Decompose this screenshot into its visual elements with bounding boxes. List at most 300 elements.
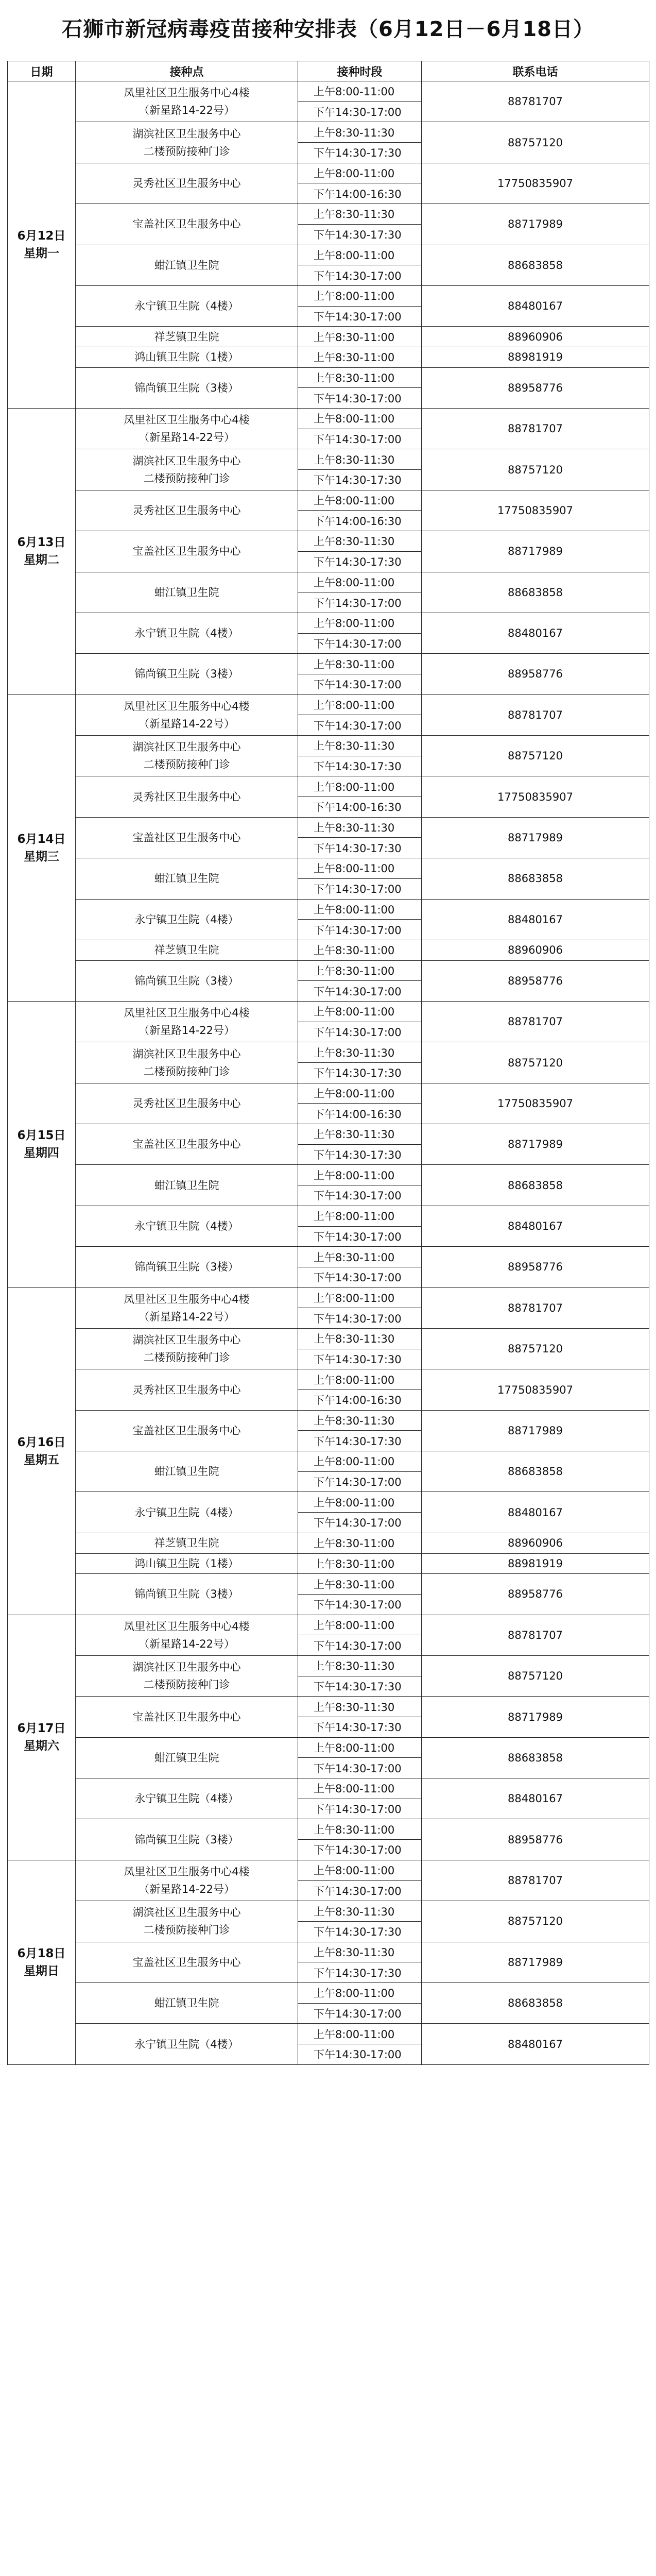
site-name-line: 二楼预防接种门诊 — [143, 1679, 230, 1691]
header-date: 日期 — [8, 61, 76, 81]
site-name-line: 锦尚镇卫生院（3楼） — [134, 1261, 239, 1274]
day-cell — [8, 1001, 76, 1287]
site-name-line: 湖滨社区卫生服务中心 — [132, 1906, 241, 1919]
header-phone: 联系电话 — [422, 61, 649, 81]
day-weekday: 星期日 — [24, 1964, 59, 1978]
site-name-line: 锦尚镇卫生院（3楼） — [134, 668, 239, 681]
table-row — [8, 1533, 649, 1553]
table-row — [8, 654, 649, 674]
site-name-line: 凤里社区卫生服务中心4楼 — [124, 1866, 250, 1878]
table-row — [8, 1492, 649, 1513]
phone-number: 88717989 — [422, 531, 649, 572]
phone-number: 88717989 — [422, 1942, 649, 1982]
time-slot: 上午8:00-11:00 — [298, 1083, 422, 1104]
time-slot: 下午14:30-17:00 — [298, 1267, 422, 1287]
time-slot: 下午14:30-17:00 — [298, 1758, 422, 1778]
day-weekday: 星期一 — [24, 247, 59, 260]
time-slot: 上午8:00-11:00 — [298, 1982, 422, 2003]
table-row — [8, 960, 649, 981]
table-row — [8, 1655, 649, 1676]
site-cell — [76, 1287, 298, 1328]
time-slot: 下午14:30-17:30 — [298, 756, 422, 776]
phone-number: 88683858 — [422, 245, 649, 285]
site-name-line: 永宁镇卫生院（4楼） — [134, 1506, 239, 1519]
phone-number: 88757120 — [422, 449, 649, 490]
time-slot: 上午8:30-11:00 — [298, 654, 422, 674]
site-name-line: （新星路14-22号） — [138, 1024, 235, 1037]
site-name-line: （新星路14-22号） — [138, 717, 235, 730]
time-slot: 上午8:00-11:00 — [298, 1369, 422, 1390]
time-slot: 上午8:00-11:00 — [298, 245, 422, 265]
day-weekday: 星期三 — [24, 850, 59, 863]
site-cell — [76, 1942, 298, 1982]
site-cell — [76, 940, 298, 960]
table-row — [8, 1369, 649, 1390]
time-slot: 上午8:00-11:00 — [298, 163, 422, 183]
site-name-line: 锦尚镇卫生院（3楼） — [134, 1833, 239, 1846]
time-slot: 上午8:00-11:00 — [298, 694, 422, 715]
phone-number: 88717989 — [422, 1124, 649, 1165]
time-slot: 下午14:30-17:30 — [298, 1349, 422, 1369]
site-cell — [76, 817, 298, 858]
time-slot: 上午8:30-11:30 — [298, 1042, 422, 1063]
site-name-line: 凤里社区卫生服务中心4楼 — [124, 1293, 250, 1306]
table-row — [8, 2024, 649, 2044]
time-slot: 上午8:00-11:00 — [298, 899, 422, 920]
time-slot: 下午14:30-17:00 — [298, 1226, 422, 1247]
site-name-line: 凤里社区卫生服务中心4楼 — [124, 1007, 250, 1020]
time-slot: 上午8:00-11:00 — [298, 1615, 422, 1635]
table-row — [8, 367, 649, 388]
time-slot: 上午8:30-11:30 — [298, 817, 422, 838]
site-name-line: 锦尚镇卫生院（3楼） — [134, 1588, 239, 1601]
phone-number: 88757120 — [422, 1655, 649, 1696]
day-weekday: 星期四 — [24, 1146, 59, 1160]
time-slot: 上午8:00-11:00 — [298, 1451, 422, 1472]
page-title: 石狮市新冠病毒疫苗接种安排表（6月12日－6月18日） — [62, 18, 594, 41]
site-cell — [76, 1001, 298, 1042]
day-cell — [8, 1615, 76, 1860]
site-cell — [76, 367, 298, 408]
time-slot: 上午8:30-11:30 — [298, 1410, 422, 1431]
table-row — [8, 163, 649, 183]
time-slot: 下午14:30-17:00 — [298, 920, 422, 940]
site-name-line: 鸿山镇卫生院（1楼） — [134, 351, 239, 364]
phone-number: 88717989 — [422, 1697, 649, 1737]
site-name-line: 祥芝镇卫生院 — [154, 330, 219, 343]
phone-number: 88480167 — [422, 899, 649, 940]
table-row — [8, 204, 649, 225]
table-row — [8, 940, 649, 960]
time-slot: 下午14:30-17:30 — [298, 1717, 422, 1738]
table-row — [8, 1942, 649, 1962]
site-name-line: 灵秀社区卫生服务中心 — [132, 177, 241, 190]
phone-number: 88717989 — [422, 204, 649, 245]
time-slot: 下午14:00-16:30 — [298, 1390, 422, 1411]
site-cell — [76, 654, 298, 694]
time-slot: 上午8:30-11:00 — [298, 1553, 422, 1574]
phone-number: 88781707 — [422, 409, 649, 449]
table-row — [8, 449, 649, 470]
time-slot: 上午8:30-11:30 — [298, 1328, 422, 1349]
day-weekday: 星期五 — [24, 1453, 59, 1467]
site-cell — [76, 163, 298, 204]
site-cell — [76, 204, 298, 245]
time-slot: 下午14:30-17:00 — [298, 1840, 422, 1860]
table-row — [8, 327, 649, 347]
phone-number: 88958776 — [422, 654, 649, 694]
day-date: 6月17日 — [17, 1722, 66, 1736]
site-cell — [76, 1553, 298, 1574]
time-slot: 下午14:00-16:30 — [298, 183, 422, 204]
time-slot: 上午8:30-11:30 — [298, 531, 422, 552]
phone-number: 17750835907 — [422, 163, 649, 204]
site-name-line: 蚶江镇卫生院 — [154, 1751, 219, 1764]
time-slot: 上午8:30-11:00 — [298, 1533, 422, 1553]
site-name-line: 灵秀社区卫生服务中心 — [132, 1383, 241, 1396]
site-name-line: 湖滨社区卫生服务中心 — [132, 1047, 241, 1060]
time-slot: 上午8:30-11:30 — [298, 1124, 422, 1145]
time-slot: 下午14:30-17:30 — [298, 838, 422, 858]
site-cell — [76, 327, 298, 347]
site-name-line: 鸿山镇卫生院（1楼） — [134, 1557, 239, 1570]
table-row — [8, 899, 649, 920]
phone-number: 88958776 — [422, 1574, 649, 1615]
time-slot: 上午8:00-11:00 — [298, 285, 422, 306]
site-name-line: 湖滨社区卫生服务中心 — [132, 1334, 241, 1347]
day-cell — [8, 1287, 76, 1615]
table-row — [8, 1982, 649, 2003]
phone-number: 88958776 — [422, 1247, 649, 1287]
phone-number: 88781707 — [422, 694, 649, 735]
site-name-line: 宝盖社区卫生服务中心 — [132, 1138, 241, 1151]
table-row — [8, 531, 649, 552]
table-row — [8, 1615, 649, 1635]
time-slot: 下午14:30-17:00 — [298, 1308, 422, 1329]
time-slot: 下午14:30-17:00 — [298, 592, 422, 613]
site-name-line: 永宁镇卫生院（4楼） — [134, 1792, 239, 1805]
phone-number: 88781707 — [422, 1001, 649, 1042]
site-cell — [76, 1982, 298, 2023]
time-slot: 下午14:30-17:00 — [298, 1185, 422, 1206]
site-cell — [76, 1819, 298, 1860]
site-cell — [76, 1451, 298, 1492]
table-row — [8, 694, 649, 715]
site-name-line: 锦尚镇卫生院（3楼） — [134, 974, 239, 987]
site-name-line: 锦尚镇卫生院（3楼） — [134, 381, 239, 394]
phone-number: 88960906 — [422, 940, 649, 960]
site-cell — [76, 1410, 298, 1451]
site-name-line: 宝盖社区卫生服务中心 — [132, 1424, 241, 1437]
site-cell — [76, 409, 298, 449]
phone-number: 88480167 — [422, 1206, 649, 1246]
day-date: 6月16日 — [17, 1435, 66, 1449]
table-row — [8, 817, 649, 838]
time-slot: 上午8:00-11:00 — [298, 490, 422, 511]
time-slot: 下午14:30-17:30 — [298, 551, 422, 572]
table-row — [8, 285, 649, 306]
time-slot: 上午8:30-11:30 — [298, 1942, 422, 1962]
time-slot: 上午8:00-11:00 — [298, 1737, 422, 1758]
phone-number: 88480167 — [422, 1778, 649, 1819]
phone-number: 88480167 — [422, 2024, 649, 2064]
site-name-line: 永宁镇卫生院（4楼） — [134, 913, 239, 926]
time-slot: 下午14:30-17:00 — [298, 1594, 422, 1615]
table-row — [8, 572, 649, 592]
table-row — [8, 1901, 649, 1922]
site-cell — [76, 347, 298, 367]
time-slot: 下午14:30-17:00 — [298, 429, 422, 449]
site-name-line: 祥芝镇卫生院 — [154, 1537, 219, 1550]
time-slot: 上午8:30-11:00 — [298, 347, 422, 367]
site-name-line: 湖滨社区卫生服务中心 — [132, 741, 241, 754]
time-slot: 下午14:30-17:00 — [298, 715, 422, 736]
phone-number: 88958776 — [422, 367, 649, 408]
site-name-line: 湖滨社区卫生服务中心 — [132, 454, 241, 467]
site-cell — [76, 1165, 298, 1206]
table-row — [8, 409, 649, 429]
time-slot: 上午8:30-11:00 — [298, 1247, 422, 1267]
site-cell — [76, 490, 298, 531]
phone-number: 88981919 — [422, 1553, 649, 1574]
site-name-line: 祥芝镇卫生院 — [154, 944, 219, 957]
phone-number: 17750835907 — [422, 776, 649, 817]
time-slot: 下午14:30-17:30 — [298, 1431, 422, 1451]
schedule-body — [8, 81, 649, 2065]
phone-number: 88683858 — [422, 1982, 649, 2023]
time-slot: 下午14:30-17:00 — [298, 1799, 422, 1819]
time-slot: 下午14:30-17:00 — [298, 1880, 422, 1901]
site-cell — [76, 245, 298, 285]
phone-number: 88717989 — [422, 817, 649, 858]
table-row — [8, 122, 649, 143]
day-date: 6月12日 — [17, 229, 66, 243]
time-slot: 下午14:30-17:00 — [298, 265, 422, 286]
time-slot: 下午14:30-17:30 — [298, 224, 422, 245]
table-row — [8, 81, 649, 102]
phone-number: 88781707 — [422, 1615, 649, 1655]
site-name-line: （新星路14-22号） — [138, 1637, 235, 1650]
schedule-table — [7, 61, 649, 2065]
table-row — [8, 1860, 649, 1880]
phone-number: 88480167 — [422, 285, 649, 326]
site-name-line: 二楼预防接种门诊 — [143, 472, 230, 485]
table-row — [8, 347, 649, 367]
time-slot: 上午8:00-11:00 — [298, 1778, 422, 1799]
time-slot: 下午14:30-17:00 — [298, 1471, 422, 1492]
time-slot: 上午8:00-11:00 — [298, 613, 422, 633]
day-cell — [8, 1860, 76, 2064]
time-slot: 下午14:30-17:00 — [298, 2044, 422, 2065]
header-time: 接种时段 — [298, 61, 422, 81]
phone-number: 88960906 — [422, 327, 649, 347]
day-date: 6月18日 — [17, 1946, 66, 1960]
phone-number: 88958776 — [422, 960, 649, 1001]
site-name-line: 蚶江镇卫生院 — [154, 1179, 219, 1192]
day-weekday: 星期二 — [24, 553, 59, 567]
phone-number: 88683858 — [422, 1165, 649, 1206]
site-name-line: 蚶江镇卫生院 — [154, 1997, 219, 2010]
time-slot: 下午14:30-17:00 — [298, 306, 422, 327]
site-cell — [76, 1206, 298, 1246]
table-row — [8, 1451, 649, 1472]
site-cell — [76, 285, 298, 326]
site-cell — [76, 1697, 298, 1737]
site-name-line: （新星路14-22号） — [138, 1310, 235, 1323]
phone-number: 17750835907 — [422, 1369, 649, 1410]
phone-number: 17750835907 — [422, 1083, 649, 1124]
site-name-line: 蚶江镇卫生院 — [154, 586, 219, 599]
site-cell — [76, 1328, 298, 1369]
time-slot: 下午14:30-17:30 — [298, 470, 422, 490]
time-slot: 下午14:00-16:30 — [298, 1104, 422, 1124]
time-slot: 上午8:00-11:00 — [298, 81, 422, 102]
time-slot: 下午14:30-17:30 — [298, 1921, 422, 1942]
table-row — [8, 1328, 649, 1349]
site-name-line: 永宁镇卫生院（4楼） — [134, 627, 239, 640]
time-slot: 上午8:00-11:00 — [298, 1165, 422, 1185]
table-row — [8, 1819, 649, 1840]
site-name-line: 凤里社区卫生服务中心4楼 — [124, 414, 250, 427]
site-cell — [76, 858, 298, 899]
phone-number: 88781707 — [422, 1287, 649, 1328]
time-slot: 上午8:00-11:00 — [298, 572, 422, 592]
site-name-line: 永宁镇卫生院（4楼） — [134, 300, 239, 313]
phone-number: 88981919 — [422, 347, 649, 367]
day-date: 6月14日 — [17, 832, 66, 846]
phone-number: 88781707 — [422, 81, 649, 122]
time-slot: 上午8:30-11:30 — [298, 449, 422, 470]
site-name-line: （新星路14-22号） — [138, 104, 235, 117]
table-row — [8, 1697, 649, 1717]
table-row — [8, 858, 649, 879]
site-cell — [76, 122, 298, 163]
site-name-line: 蚶江镇卫生院 — [154, 872, 219, 885]
time-slot: 上午8:30-11:30 — [298, 122, 422, 143]
site-name-line: 湖滨社区卫生服务中心 — [132, 1661, 241, 1674]
site-cell — [76, 960, 298, 1001]
site-cell — [76, 531, 298, 572]
site-name-line: 二楼预防接种门诊 — [143, 1351, 230, 1364]
table-row — [8, 1778, 649, 1799]
table-row — [8, 245, 649, 265]
site-cell — [76, 1247, 298, 1287]
site-cell — [76, 2024, 298, 2064]
time-slot: 下午14:30-17:30 — [298, 1144, 422, 1165]
phone-number: 88480167 — [422, 1492, 649, 1533]
time-slot: 下午14:30-17:00 — [298, 1022, 422, 1042]
day-date: 6月13日 — [17, 536, 66, 550]
day-cell — [8, 409, 76, 695]
table-row — [8, 1247, 649, 1267]
table-row — [8, 490, 649, 511]
site-cell — [76, 1124, 298, 1165]
phone-number: 88480167 — [422, 613, 649, 653]
table-row — [8, 1206, 649, 1226]
table-row — [8, 1124, 649, 1145]
site-name-line: 宝盖社区卫生服务中心 — [132, 218, 241, 231]
site-cell — [76, 449, 298, 490]
table-row — [8, 1287, 649, 1308]
day-date: 6月15日 — [17, 1129, 66, 1143]
time-slot: 上午8:00-11:00 — [298, 1001, 422, 1022]
site-cell — [76, 1369, 298, 1410]
time-slot: 下午14:30-17:30 — [298, 1676, 422, 1697]
table-header-row — [8, 61, 649, 81]
time-slot: 上午8:00-11:00 — [298, 409, 422, 429]
phone-number: 88781707 — [422, 1860, 649, 1901]
site-cell — [76, 736, 298, 776]
time-slot: 上午8:30-11:00 — [298, 1574, 422, 1595]
site-name-line: 灵秀社区卫生服务中心 — [132, 504, 241, 517]
header-site: 接种点 — [76, 61, 298, 81]
phone-number: 88757120 — [422, 1901, 649, 1942]
phone-number: 17750835907 — [422, 490, 649, 531]
time-slot: 上午8:00-11:00 — [298, 858, 422, 879]
site-name-line: 蚶江镇卫生院 — [154, 259, 219, 272]
site-name-line: （新星路14-22号） — [138, 431, 235, 444]
time-slot: 下午14:30-17:00 — [298, 633, 422, 654]
site-name-line: 二楼预防接种门诊 — [143, 1065, 230, 1078]
site-name-line: 宝盖社区卫生服务中心 — [132, 545, 241, 558]
site-cell — [76, 1042, 298, 1083]
phone-number: 88757120 — [422, 736, 649, 776]
site-name-line: 凤里社区卫生服务中心4楼 — [124, 700, 250, 713]
time-slot: 下午14:30-17:00 — [298, 674, 422, 694]
site-cell — [76, 572, 298, 613]
site-cell — [76, 613, 298, 653]
site-name-line: （新星路14-22号） — [138, 1883, 235, 1895]
site-cell — [76, 1083, 298, 1124]
time-slot: 下午14:30-17:00 — [298, 101, 422, 122]
site-cell — [76, 776, 298, 817]
time-slot: 上午8:30-11:00 — [298, 327, 422, 347]
time-slot: 下午14:30-17:00 — [298, 388, 422, 409]
site-name-line: 二楼预防接种门诊 — [143, 1924, 230, 1937]
site-name-line: 灵秀社区卫生服务中心 — [132, 790, 241, 803]
table-row — [8, 1737, 649, 1758]
site-name-line: 灵秀社区卫生服务中心 — [132, 1097, 241, 1110]
time-slot: 上午8:00-11:00 — [298, 2024, 422, 2044]
table-row — [8, 1553, 649, 1574]
site-cell — [76, 1492, 298, 1533]
time-slot: 上午8:30-11:30 — [298, 1697, 422, 1717]
site-name-line: 宝盖社区卫生服务中心 — [132, 1956, 241, 1969]
site-cell — [76, 1778, 298, 1819]
site-cell — [76, 899, 298, 940]
day-cell — [8, 694, 76, 1001]
site-name-line: 湖滨社区卫生服务中心 — [132, 127, 241, 140]
time-slot: 下午14:30-17:00 — [298, 878, 422, 899]
site-name-line: 宝盖社区卫生服务中心 — [132, 1710, 241, 1723]
phone-number: 88757120 — [422, 1042, 649, 1083]
table-row — [8, 1410, 649, 1431]
site-name-line: 二楼预防接种门诊 — [143, 145, 230, 158]
phone-number: 88960906 — [422, 1533, 649, 1553]
time-slot: 上午8:30-11:00 — [298, 940, 422, 960]
time-slot: 下午14:30-17:30 — [298, 1962, 422, 1983]
table-row — [8, 613, 649, 633]
phone-number: 88717989 — [422, 1410, 649, 1451]
time-slot: 下午14:30-17:30 — [298, 1063, 422, 1083]
time-slot: 下午14:00-16:30 — [298, 797, 422, 818]
phone-number: 88683858 — [422, 572, 649, 613]
time-slot: 下午14:30-17:00 — [298, 981, 422, 1002]
time-slot: 上午8:30-11:30 — [298, 1655, 422, 1676]
time-slot: 下午14:30-17:00 — [298, 1513, 422, 1533]
phone-number: 88757120 — [422, 1328, 649, 1369]
site-cell — [76, 1615, 298, 1655]
